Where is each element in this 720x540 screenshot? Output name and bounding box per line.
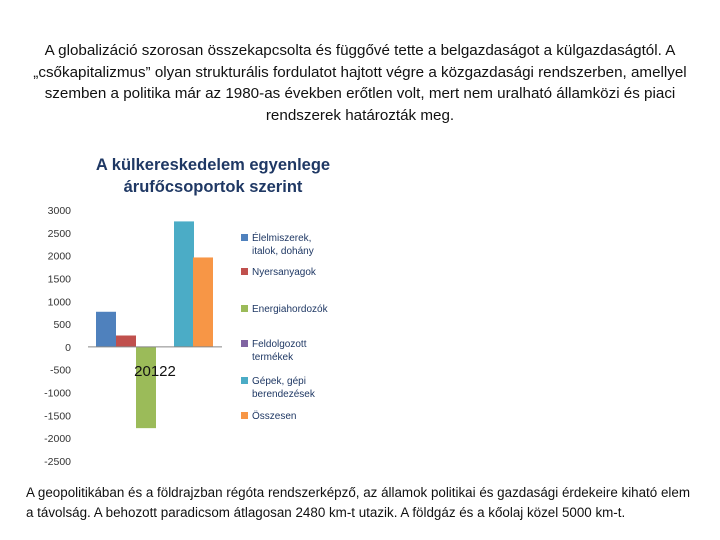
y-tick-label: -1000 (44, 387, 71, 400)
legend (241, 231, 329, 422)
y-tick-label: 500 (53, 319, 71, 332)
category-label: 20122 (134, 363, 176, 380)
y-tick-label: -500 (49, 364, 71, 377)
legend-swatch-3 (241, 305, 248, 312)
legend-label-5: berendezések (252, 389, 315, 400)
legend-swatch-1 (241, 234, 248, 241)
bar-6 (193, 257, 213, 346)
legend-swatch-4 (241, 340, 248, 347)
legend-label-5: Gépek, gépi (252, 376, 306, 387)
chart-title-line-2: árufőcsoportok szerint (123, 178, 303, 196)
y-tick-label: -2000 (44, 433, 71, 446)
bar-5 (174, 221, 194, 347)
y-tick-label: 2000 (47, 250, 71, 263)
chart-title-line-1: A külkereskedelem egyenlege (95, 156, 331, 174)
bar-group (96, 221, 213, 428)
outro-paragraph: A geopolitikában és a földrajzban régóta rendszerképző, az államok politikai és gazdasági érdekeire kiható elem a távolság. A behozott paradicsom átlagosan 2480 km-t utazik. A földgáz és a kőolaj közel 5000 km-t. (26, 485, 690, 520)
legend-label-6: Összesen (252, 411, 297, 422)
bar-3 (136, 347, 156, 428)
y-tick-label: 0 (65, 341, 71, 354)
intro-paragraph: A globalizáció szorosan összekapcsolta és függővé tette a belgazdaságot a külgazdaságtól. A „csőkapitalizmus” olyan strukturális fordulatot hajtott végre a közgazdasági rendszerben, amellyel szemben a politika már az 1980-as években erőtlen volt, mert nem uralható államközi és piaci rendszerek határozták meg. (33, 42, 687, 124)
y-tick-label: -2500 (44, 456, 71, 468)
legend-label-4: termékek (252, 352, 294, 363)
y-tick-label: 2500 (47, 227, 71, 240)
bar-1 (96, 312, 116, 347)
legend-swatch-5 (241, 377, 248, 384)
chart-title (96, 156, 330, 196)
legend-label-2: Nyersanyagok (252, 267, 316, 278)
legend-swatch-2 (241, 268, 248, 275)
legend-label-3: Energiahordozók (252, 304, 328, 315)
y-tick-label: 1500 (47, 273, 71, 286)
legend-swatch-6 (241, 412, 248, 419)
y-tick-label: 3000 (47, 205, 71, 217)
legend-label-1: Élelmiszerek, (252, 233, 312, 244)
y-axis (44, 205, 71, 468)
legend-label-4: Feldolgozott (252, 339, 307, 350)
bar-2 (116, 336, 136, 347)
legend-label-1: italok, dohány (252, 246, 314, 257)
y-tick-label: 1000 (47, 296, 71, 309)
y-tick-label: -1500 (44, 410, 71, 423)
